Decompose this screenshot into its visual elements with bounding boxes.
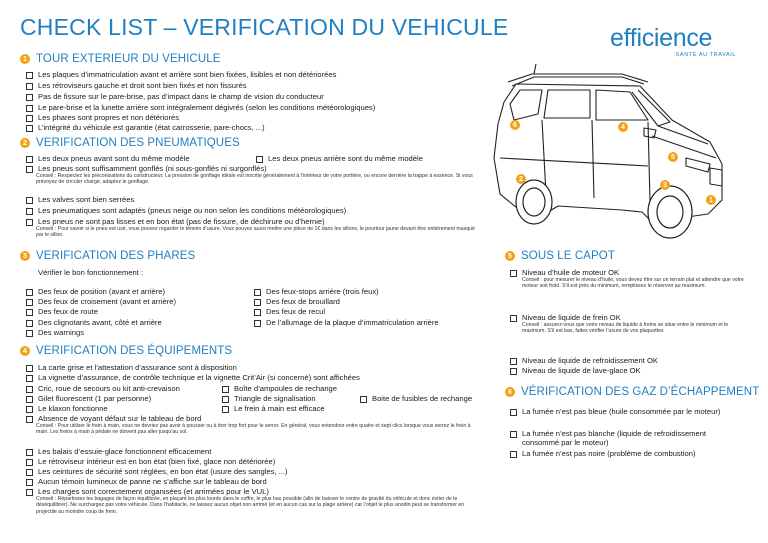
checklist-item[interactable]: L’intégrité du véhicule est garantie (état carrosserie, pare-chocs, ...) [26, 123, 265, 132]
car-marker: 2 [516, 174, 526, 184]
checkbox[interactable] [26, 197, 33, 204]
checkbox[interactable] [222, 406, 229, 413]
checklist-item[interactable]: Le frein à main est efficace [222, 404, 325, 413]
section-number-badge: 1 [20, 54, 30, 64]
checklist-item[interactable]: Niveau de liquide de refroidissement OK [510, 356, 658, 365]
section-number-badge: 5 [505, 251, 515, 261]
checkbox[interactable] [26, 375, 33, 382]
checkbox[interactable] [26, 396, 33, 403]
checklist-item[interactable]: Les phares sont propres et non détériorés [26, 113, 179, 122]
checklist-item[interactable]: Niveau de liquide de lave-glace OK [510, 366, 641, 375]
checklist-item[interactable]: La carte grise et l’attestation d’assurance sont à disposition [26, 363, 237, 372]
checkbox[interactable] [254, 320, 261, 327]
checklist-item[interactable]: Absence de voyant défaut sur le tableau de bord [26, 414, 201, 423]
checklist-item[interactable]: Des feux de brouillard [254, 297, 340, 306]
checkbox[interactable] [26, 72, 33, 79]
car-marker: 6 [510, 120, 520, 130]
checkbox[interactable] [26, 125, 33, 132]
checkbox[interactable] [26, 166, 33, 173]
checklist-item[interactable]: La fumée n’est pas noire (problème de combustion) [510, 449, 696, 458]
checkbox[interactable] [254, 309, 261, 316]
checklist-item[interactable]: Les balais d’essuie-glace fonctionnent efficacement [26, 447, 211, 456]
car-marker: 3 [660, 180, 670, 190]
checkbox[interactable] [510, 358, 517, 365]
checklist-item[interactable]: Pas de fissure sur le pare-brise, pas d’impact dans le champ de vision du conducteur [26, 92, 324, 101]
checklist-item[interactable]: Les pneus sont suffisamment gonflés (ni sous-gonflés ni surgonflés) [26, 164, 267, 173]
checkbox[interactable] [26, 469, 33, 476]
checkbox[interactable] [510, 431, 517, 438]
tire-pressure-tip: Conseil : Respectez les préconisations du constructeur. La pression de gonflage idéale est inscrite généralement à l’intérieur de votre portière, ou encore derrière la trappe à essence. Si vous prévoyez de circuler chargé, adaptez le gonflage. [36, 173, 473, 186]
checkbox[interactable] [510, 270, 517, 277]
checkbox[interactable] [26, 489, 33, 496]
section-title: TOUR EXTERIEUR DU VEHICULE [36, 53, 221, 65]
checkbox[interactable] [26, 289, 33, 296]
logo-tagline: SANTÉ AU TRAVAIL [675, 52, 736, 58]
checkbox[interactable] [26, 219, 33, 226]
checkbox[interactable] [26, 406, 33, 413]
checklist-item[interactable]: Niveau de liquide de frein OK [510, 313, 621, 322]
section-number-badge: 6 [505, 387, 515, 397]
suv-drawing [472, 62, 730, 248]
checklist-item[interactable]: Cric, roue de secours ou kit anti-crevaison [26, 384, 180, 393]
checkbox[interactable] [26, 309, 33, 316]
logo-word: efficience [610, 24, 713, 52]
page-title: CHECK LIST – VERIFICATION DU VEHICULE [20, 14, 509, 40]
checklist-item[interactable]: Les deux pneus avant sont du même modèle [26, 154, 190, 163]
checklist-item[interactable]: Aucun témoin lumineux de panne ne s’affiche sur le tableau de bord [26, 477, 267, 486]
checkbox[interactable] [510, 451, 517, 458]
checkbox[interactable] [26, 299, 33, 306]
checklist-item[interactable]: Triangle de signalisation [222, 394, 316, 403]
section-title: VERIFICATION DES ÉQUIPEMENTS [36, 345, 233, 357]
section-intro: Vérifier le bon fonctionnement : [38, 268, 144, 277]
section-number-badge: 4 [20, 346, 30, 356]
car-marker: 1 [706, 195, 716, 205]
checkbox[interactable] [254, 289, 261, 296]
checkbox[interactable] [26, 94, 33, 101]
checklist-item[interactable]: La vignette d’assurance, de contrôle technique et la vignette Crit’Air (si concerné) sont affichées [26, 373, 360, 382]
checklist-item[interactable]: Gilet fluorescent (1 par personne) [26, 394, 151, 403]
checkbox[interactable] [510, 409, 517, 416]
section-title: VERIFICATION DES PHARES [36, 250, 196, 262]
handbrake-tip: Conseil : Pour utiliser le frein à main, vous ne devriez pas avoir à pousser ou à tirer trop fort pour le serrer. En général, vous entendrez entre quatre et sept clics lorsque vous serrez le frein à main. Les freins à main à pédale ne doivent pas aller jusqu’au sol. [36, 423, 471, 436]
section-3-header [20, 250, 195, 262]
section-5-header [505, 250, 615, 262]
section-title: VÉRIFICATION DES GAZ D’ÉCHAPPEMENT [521, 386, 760, 398]
checklist-item[interactable]: La fumée n’est pas bleue (huile consommée par le moteur) [510, 407, 735, 416]
tire-wear-tip: Conseil : Pour savoir si le pneu est usé, vous pouvez regarder le témoin d’usure. Vous pouvez aussi mettre une pièce de 1€ dans les sillons, le pourtour jaune devant être entièrement masqué par le sillon. [36, 226, 475, 239]
checklist-item[interactable]: Les deux pneus arrière sont du même modèle [256, 154, 423, 163]
section-title: VERIFICATION DES PNEUMATIQUES [36, 137, 240, 149]
checkbox[interactable] [26, 83, 33, 90]
checkbox[interactable] [26, 459, 33, 466]
checkbox[interactable] [26, 416, 33, 423]
checkbox[interactable] [222, 386, 229, 393]
checklist-item[interactable]: Les rétroviseurs gauche et droit sont bien fixés et non fissurés [26, 81, 247, 90]
checkbox[interactable] [254, 299, 261, 306]
checkbox[interactable] [26, 105, 33, 112]
checklist-item[interactable]: Des feux de route [26, 307, 98, 316]
checklist-item[interactable]: Niveau d’huile de moteur OK [510, 268, 619, 277]
checklist-item[interactable]: Des feux de croisement (avant et arrière) [26, 297, 176, 306]
checklist-item[interactable]: Les ceintures de sécurité sont réglées, en bon état (usure des sangles, ...) [26, 467, 287, 476]
checkbox[interactable] [222, 396, 229, 403]
checkbox[interactable] [26, 449, 33, 456]
checkbox[interactable] [510, 315, 517, 322]
checklist-item[interactable]: La fumée n’est pas blanche (liquide de refroidissement consommé par le moteur) [510, 429, 740, 447]
section-6-header [505, 386, 759, 398]
checkbox[interactable] [26, 365, 33, 372]
checklist-item[interactable]: De l’allumage de la plaque d’immatriculation arrière [254, 318, 439, 327]
checklist-item[interactable]: Des clignotants avant, côté et arrière [26, 318, 162, 327]
car-illustration [472, 62, 730, 248]
section-number-badge: 3 [20, 251, 30, 261]
checklist-item[interactable]: Des feux-stops arrière (trois feux) [254, 287, 379, 296]
section-number-badge: 2 [20, 138, 30, 148]
checklist-item[interactable]: Les valves sont bien serrées [26, 195, 134, 204]
checkbox[interactable] [26, 386, 33, 393]
checkbox[interactable] [510, 368, 517, 375]
checkbox[interactable] [26, 479, 33, 486]
checklist-item[interactable]: Les pneumatiques sont adaptés (pneus neige ou non selon les conditions météorologiques) [26, 206, 346, 215]
checklist-item[interactable]: Les plaques d’immatriculation avant et arrière sont bien fixées, lisibles et non détériorées [26, 70, 336, 79]
checkbox[interactable] [256, 156, 263, 163]
section-4-header [20, 345, 232, 357]
checklist-item[interactable]: Les pneus ne sont pas lisses et en bon état (pas de fissure, de déchirure ou d’hernie) [26, 217, 325, 226]
efficience-logo [610, 26, 740, 66]
checklist-item[interactable]: Le pare-brise et la lunette arrière sont intégralement dégivrés (selon les conditions météorologiques) [26, 103, 375, 112]
checklist-item[interactable]: Boîte d’ampoules de rechange [222, 384, 337, 393]
checklist-item[interactable]: Des feux de recul [254, 307, 325, 316]
car-marker: 5 [668, 152, 678, 162]
section-title: SOUS LE CAPOT [521, 250, 615, 262]
oil-level-tip: Conseil : pour mesurer le niveau d’huile, vous devez être sur un terrain plat et attendre que votre moteur soit froid. S’il est près du minimum, remplissez le réservoir au maximum. [522, 277, 744, 290]
checkbox[interactable] [26, 320, 33, 327]
checklist-item[interactable]: Boite de fusibles de rechange [360, 394, 472, 403]
car-marker: 4 [618, 122, 628, 132]
checklist-item[interactable]: Des warnings [26, 328, 84, 337]
checklist-item[interactable]: Le klaxon fonctionne [26, 404, 108, 413]
checkbox[interactable] [26, 330, 33, 337]
section-2-header [20, 137, 240, 149]
checklist-item[interactable]: Les charges sont correctement organisées (et arrimées pour le VUL) [26, 487, 269, 496]
checklist-item[interactable]: Des feux de position (avant et arrière) [26, 287, 165, 296]
cargo-tip: Conseil : Répartissez les bagages de façon équilibrée, en plaçant les plus lourds dans le coffre, le plus bas possible (afin de baisser le centre de gravité du véhicule et donc éviter de le déséquilibrer). Ne surchargez pas votre véhicule. Dans l’habitacle, ne laissez aucun objet non arrimé (et en aucun cas sur la plage arrière) car l’objet le plus anodin peut se transformer en projectile au moindre coup de frein. [36, 496, 465, 515]
checkbox[interactable] [26, 115, 33, 122]
checkbox[interactable] [360, 396, 367, 403]
checkbox[interactable] [26, 156, 33, 163]
section-1-header [20, 53, 221, 65]
checkbox[interactable] [26, 208, 33, 215]
checklist-item[interactable]: Le rétroviseur intérieur est en bon état (bien fixé, glace non détériorée) [26, 457, 275, 466]
brake-fluid-tip: Conseil : assurez-vous que votre niveau de liquide à freins se situe entre le minimum et le maximum. S’il est bas, faites vérifier l’usure de vos plaquettes [522, 322, 729, 335]
